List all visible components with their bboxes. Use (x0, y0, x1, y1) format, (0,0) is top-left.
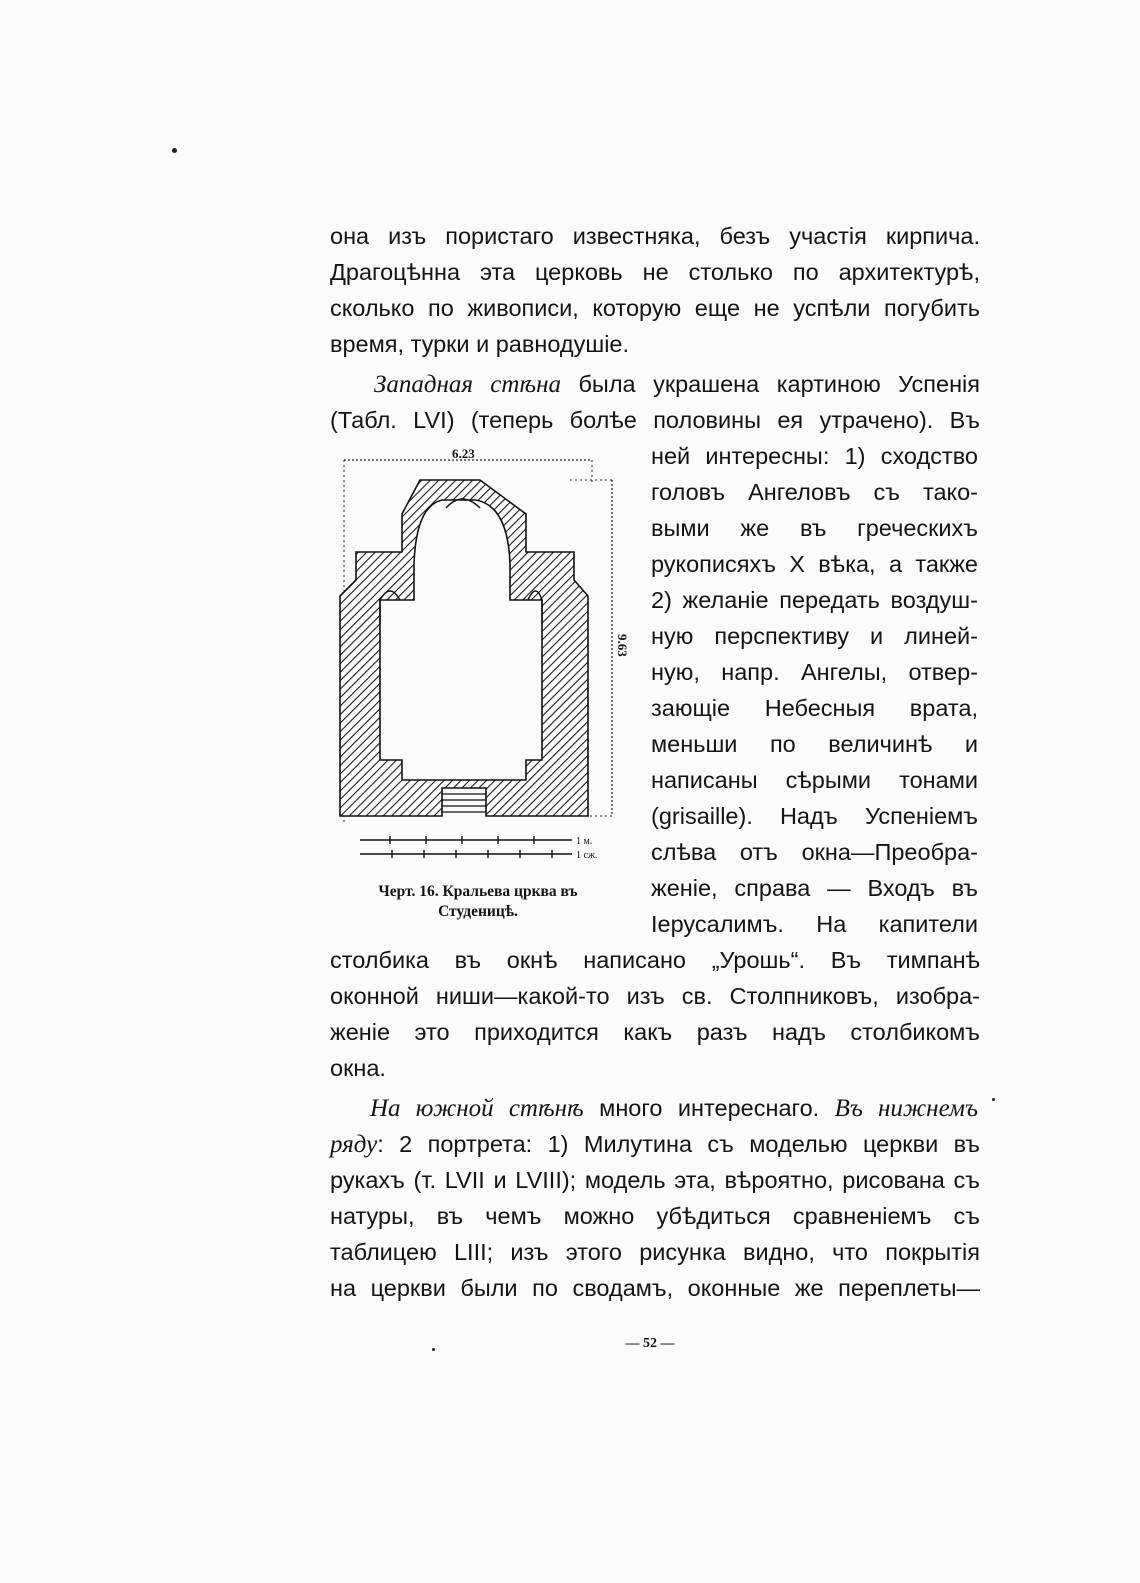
text-line: рукахъ (т. LVII и LVIII); модель эта, вѣроятно, рисована съ (330, 1167, 980, 1193)
scale-label-meters: 1 м. (576, 836, 593, 847)
text-line: женіе это приходится какъ разъ надъ столбикомъ (330, 1019, 980, 1045)
western-wall-heading: Западная стѣна (374, 371, 561, 398)
text-line: (Табл. LVI) (теперь болѣе половины ея утрачено). Въ (330, 407, 980, 433)
page-number: — 52 — (625, 1336, 675, 1351)
print-speck (992, 1098, 995, 1101)
text-line: натуры, въ чемъ можно убѣдиться сравненіемъ съ (330, 1203, 980, 1229)
lower-row-heading: Въ нижнемъ (834, 1095, 978, 1122)
print-speck (172, 148, 177, 153)
column-line: рукописяхъ X вѣка, а также (651, 551, 978, 577)
text-line: оконной ниши—какой-то изъ св. Столпниковъ, изобра- (330, 983, 980, 1009)
column-line: ную, напр. Ангелы, отвер- (651, 659, 978, 685)
column-line: Іерусалимъ. На капители (651, 911, 978, 937)
scale-bar (360, 836, 572, 858)
column-line: (grisaille). Надъ Успеніемъ (651, 803, 978, 829)
figure-caption (338, 882, 618, 922)
column-line: ней интересны: 1) сходство (651, 443, 978, 469)
lower-row-text: : 2 портрета: 1) Милутина съ моделью церкви въ (377, 1131, 980, 1157)
column-line: 2) желаніе передать воздуш- (651, 587, 978, 613)
column-line: меньши по величинѣ и (651, 731, 978, 757)
western-wall-text: была украшена картиною Успенія (578, 371, 980, 397)
church-floor-plan (330, 444, 630, 880)
width-label: 6.23 (452, 446, 475, 461)
text-line: окна. (330, 1055, 386, 1081)
column-line: женіе, справа — Входъ въ (651, 875, 978, 901)
scale-label-sazhen: 1 сж. (576, 850, 598, 861)
text-line: на церкви были по сводамъ, оконные же переплеты— (330, 1275, 980, 1301)
column-line: выми же въ греческихъ (651, 515, 978, 541)
western-wall-line (374, 366, 980, 403)
column-line: головъ Ангеловъ съ тако- (651, 479, 978, 505)
plan-walls (340, 480, 588, 816)
column-line: ную перспективу и линей- (651, 623, 978, 649)
text-line: Драгоцѣнна эта церковь не столько по архитектурѣ, (330, 259, 980, 285)
text-line: она изъ пористаго известняка, безъ участія кирпича. (330, 223, 980, 249)
lower-row-heading-2: ряду (330, 1131, 378, 1158)
print-speck (432, 1348, 435, 1351)
text-line: таблицею LIII; изъ этого рисунка видно, что покрытія (330, 1239, 980, 1265)
text-line: сколько по живописи, которую еще не успѣли погубить (330, 295, 980, 321)
entrance-steps (442, 794, 486, 812)
southern-wall-text: много интереснаго. (599, 1095, 820, 1121)
text-line: столбика въ окнѣ написано „Урошь“. Въ тимпанѣ (330, 947, 980, 973)
column-line: зающіе Небесныя врата, (651, 695, 978, 721)
caption-line: Студеницѣ. (438, 903, 518, 920)
column-line: написаны сѣрыми тонами (651, 767, 978, 793)
southern-wall-line (370, 1090, 978, 1127)
text-line: время, турки и равнодушіе. (330, 331, 630, 357)
lower-row-line (330, 1126, 980, 1163)
column-line: слѣва отъ окна—Преобра- (651, 839, 978, 865)
southern-wall-heading: На южной стѣнѣ (370, 1095, 584, 1122)
caption-line: Черт. 16. Кральева црква въ (378, 883, 578, 900)
height-label: 9.63 (615, 634, 630, 657)
